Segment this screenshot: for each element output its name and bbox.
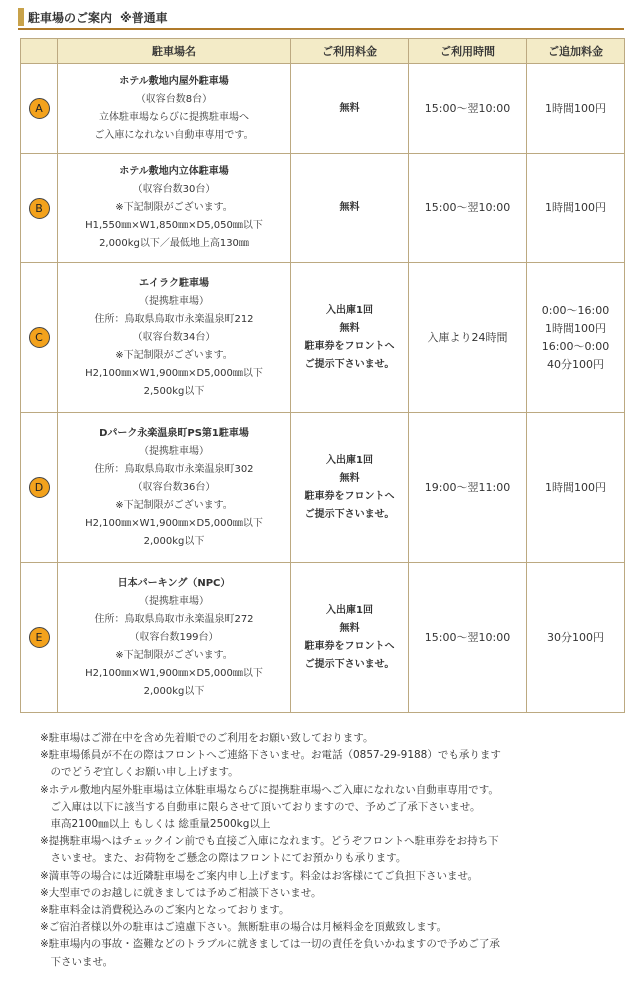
fee-text: ご提示下さいませ。: [304, 508, 395, 520]
header-accent-mark: [18, 8, 24, 26]
parking-detail: （収容台数199台）: [129, 631, 219, 643]
fee-cell: [291, 154, 409, 263]
fee-text: ご提示下さいませ。: [304, 658, 395, 670]
vehicle-type-note: ※普通車: [120, 11, 168, 25]
fee-text: 入出庫1回: [326, 454, 373, 466]
extra-fee-text: 40分100円: [547, 357, 604, 371]
extra-fee-cell: [527, 263, 625, 413]
parking-detail: 住所：鳥取県鳥取市永楽温泉町212: [94, 313, 254, 325]
table-row: [21, 263, 625, 413]
fee-text: 入出庫1回: [326, 604, 373, 616]
parking-name-cell: [58, 413, 291, 563]
badge-cell: [21, 563, 58, 713]
parking-detail: （収容台数34台）: [132, 331, 216, 343]
parking-detail: 2,000kg以下: [143, 685, 205, 697]
parking-name: ホテル敷地内立体駐車場: [119, 166, 229, 177]
fee-text: 駐車券をフロントへ: [304, 490, 395, 502]
parking-detail: （収容台数36台）: [132, 481, 216, 493]
note-line: ※満車等の場合には近隣駐車場をご案内申し上げます。料金はお客様にてご負担下さいませ。: [40, 869, 479, 882]
note-line: ※ホテル敷地内屋外駐車場は立体駐車場ならびに提携駐車場へご入庫になれない自動車専用です。: [40, 783, 499, 796]
extra-fee-cell: [527, 413, 625, 563]
column-header-fee: ご利用料金: [291, 39, 409, 64]
table-row: [21, 64, 625, 154]
hours-cell: [409, 563, 527, 713]
extra-fee-text: 30分100円: [547, 630, 604, 644]
parking-detail: 住所：鳥取県鳥取市永楽温泉町272: [94, 613, 254, 625]
parking-detail: 住所：鳥取県鳥取市永楽温泉町302: [94, 463, 254, 475]
fee-text: 無料: [339, 202, 360, 213]
extra-fee-text: 1時間100円: [545, 101, 606, 115]
fee-text: 駐車券をフロントへ: [304, 640, 395, 652]
column-header-badge: [21, 39, 58, 64]
fee-text: 入出庫1回: [326, 304, 373, 316]
parking-detail: H2,100㎜×W1,900㎜×D5,000㎜以下: [85, 667, 263, 679]
parking-detail: H2,100㎜×W1,900㎜×D5,000㎜以下: [85, 517, 263, 529]
parking-detail: ※下記制限がございます。: [115, 649, 233, 661]
fee-text: 無料: [339, 622, 360, 634]
fee-text: 無料: [339, 472, 360, 484]
parking-detail: 2,500kg以下: [143, 385, 205, 397]
parking-detail: ご入庫になれない自動車専用です。: [94, 129, 254, 141]
parking-detail: （提携駐車場）: [139, 295, 209, 307]
parking-table: [20, 38, 625, 713]
parking-name: エイラク駐車場: [139, 277, 209, 289]
parking-badge-a: A: [29, 98, 50, 119]
hours-cell: [409, 413, 527, 563]
note-line: のでどうぞ宜しくお願い申し上げます。: [40, 766, 239, 779]
parking-name-cell: [58, 563, 291, 713]
parking-name: ホテル敷地内屋外駐車場: [119, 75, 229, 87]
parking-name-cell: [58, 154, 291, 263]
extra-fee-text: 1時間100円: [545, 321, 606, 335]
extra-fee-text: 0:00〜16:00: [541, 303, 610, 317]
parking-detail: H1,550㎜×W1,850㎜×D5,050㎜以下: [85, 220, 263, 231]
hours-cell: [409, 64, 527, 154]
extra-fee-cell: [527, 154, 625, 263]
hours-text: 15:00〜翌10:00: [424, 201, 511, 214]
parking-detail: 2,000kg以下／最低地上高130㎜: [99, 238, 249, 249]
parking-name: Dパーク永楽温泉町PS第1駐車場: [99, 427, 249, 439]
badge-cell: [21, 64, 58, 154]
hours-text: 入庫より24時間: [427, 330, 508, 344]
table-row: [21, 413, 625, 563]
extra-fee-text: 1時間100円: [545, 201, 606, 214]
note-line: 下さいませ。: [40, 955, 114, 968]
extra-fee-text: 16:00〜0:00: [541, 339, 610, 353]
parking-badge-c: C: [29, 327, 50, 348]
table-row: [21, 154, 625, 263]
badge-cell: [21, 154, 58, 263]
fee-cell: [291, 413, 409, 563]
note-line: ※ご宿泊者様以外の駐車はご遠慮下さい。無断駐車の場合は月極料金を頂戴致します。: [40, 921, 447, 934]
section-header: [18, 6, 624, 30]
parking-detail: （提携駐車場）: [139, 445, 209, 457]
hours-text: 15:00〜翌10:00: [424, 630, 511, 644]
parking-detail: ※下記制限がございます。: [115, 349, 233, 361]
note-line: さいませ。また、お荷物をご懸念の際はフロントにてお預かりも承ります。: [40, 852, 407, 865]
badge-cell: [21, 263, 58, 413]
hours-text: 15:00〜翌10:00: [424, 101, 511, 115]
note-line: ※駐車場係員が不在の際はフロントへご連絡下さいませ。お電話（0857-29-9188）でも承ります: [40, 749, 501, 762]
note-line: ※提携駐車場へはチェックイン前でも直接ご入庫になれます。どうぞフロントへ駐車券をお持ち下: [40, 835, 499, 848]
note-line: 車高2100㎜以上 もしくは 総重量2500kg以上: [40, 818, 271, 831]
note-line: ※大型車でのお越しに就きましては予めご相談下さいませ。: [40, 886, 322, 899]
parking-detail: （収容台数30台）: [132, 184, 216, 195]
parking-detail: （収容台数8台）: [135, 93, 213, 105]
extra-fee-cell: [527, 563, 625, 713]
hours-text: 19:00〜翌11:00: [424, 480, 511, 494]
table-row: [21, 563, 625, 713]
column-header-extra: ご追加料金: [527, 39, 625, 64]
parking-detail: 立体駐車場ならびに提携駐車場へ: [99, 111, 249, 123]
fee-text: 駐車券をフロントへ: [304, 340, 395, 352]
parking-detail: ※下記制限がございます。: [115, 499, 233, 511]
column-header-hours: ご利用時間: [409, 39, 527, 64]
parking-detail: 2,000kg以下: [143, 535, 205, 547]
fee-text: ご提示下さいませ。: [304, 358, 395, 370]
parking-name-cell: [58, 64, 291, 154]
fee-cell: [291, 263, 409, 413]
parking-badge-d: D: [29, 477, 50, 498]
fee-cell: [291, 64, 409, 154]
table-header-row: [21, 39, 625, 64]
section-title-text: 駐車場のご案内: [28, 11, 113, 25]
parking-detail: H2,100㎜×W1,900㎜×D5,000㎜以下: [85, 367, 263, 379]
hours-cell: [409, 263, 527, 413]
parking-badge-b: B: [29, 198, 50, 219]
parking-badge-e: E: [29, 627, 50, 648]
column-header-name: 駐車場名: [58, 39, 291, 64]
fee-cell: [291, 563, 409, 713]
parking-name: 日本パーキング（NPC）: [117, 577, 231, 589]
note-line: ご入庫は以下に該当する自動車に限らさせて頂いておりますので、予めご了承下さいませ。: [40, 800, 481, 813]
hours-cell: [409, 154, 527, 263]
note-line: ※駐車場はご滞在中を含め先着順でのご利用をお願い致しております。: [40, 732, 374, 744]
section-title: [28, 9, 168, 26]
notes-section: [40, 730, 625, 971]
extra-fee-cell: [527, 64, 625, 154]
parking-name-cell: [58, 263, 291, 413]
parking-detail: （提携駐車場）: [139, 595, 209, 607]
badge-cell: [21, 413, 58, 563]
parking-detail: ※下記制限がございます。: [115, 202, 233, 213]
note-line: ※駐車料金は消費税込みのご案内となっております。: [40, 904, 290, 917]
extra-fee-text: 1時間100円: [545, 480, 606, 494]
fee-text: 無料: [339, 322, 360, 334]
note-line: ※駐車場内の事故・盗難などのトラブルに就きましては一切の責任を負いかねますので予めご了承: [40, 938, 500, 951]
fee-text: 無料: [339, 102, 360, 114]
